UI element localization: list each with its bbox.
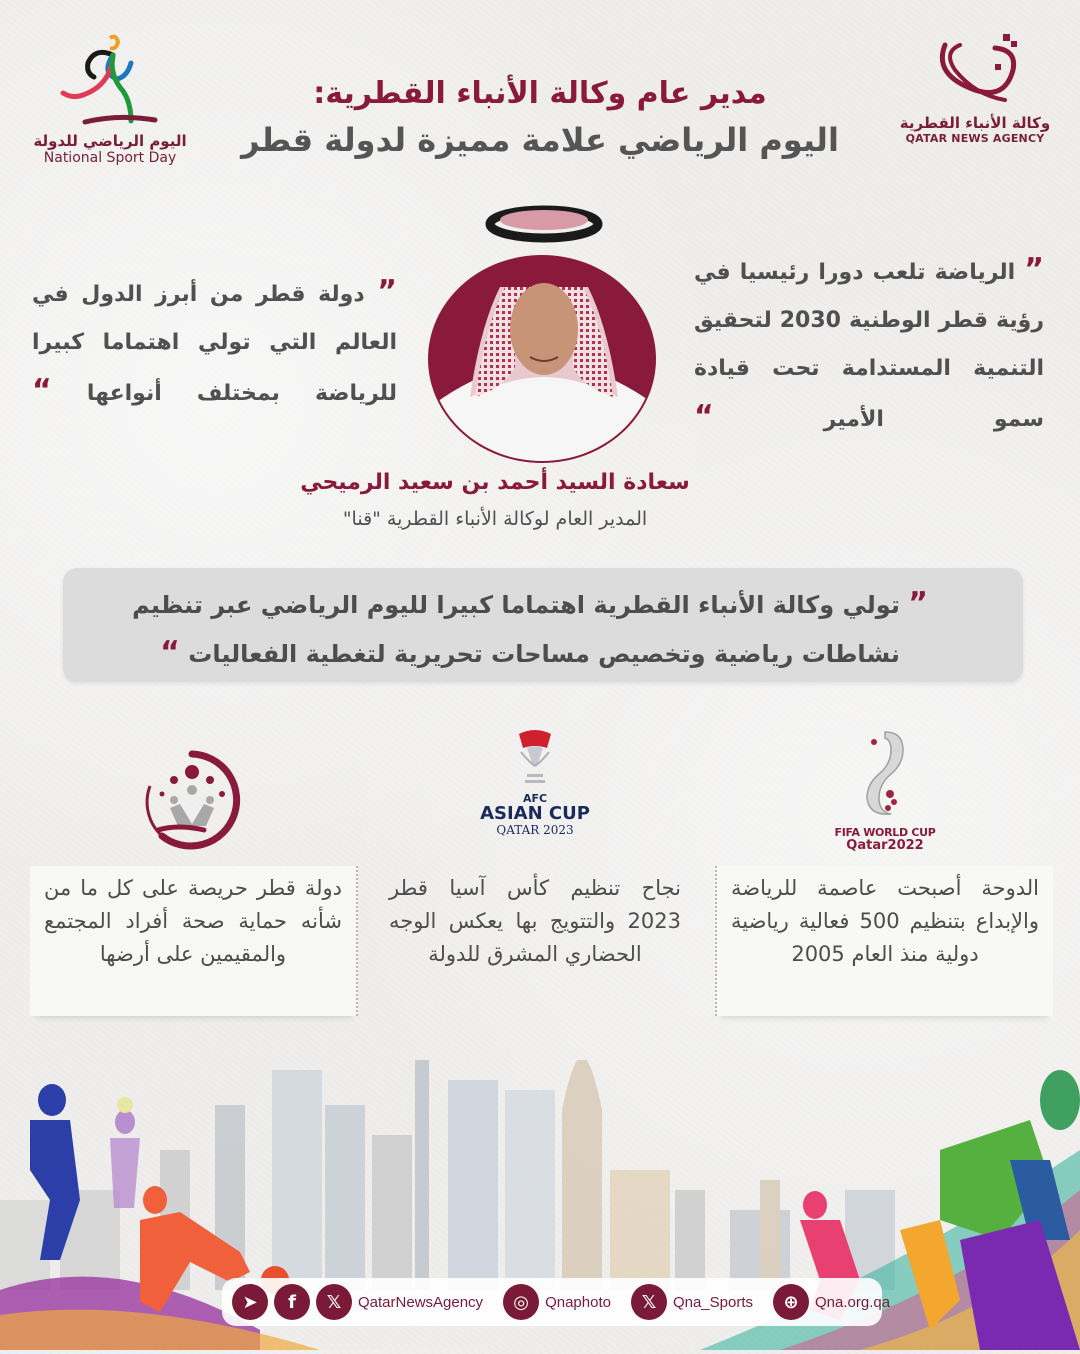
title-line-2: اليوم الرياضي علامة مميزة لدولة قطر: [241, 121, 839, 159]
quote-open-mark: ”: [908, 586, 928, 621]
fifa-emblem-icon: [860, 728, 910, 818]
quote-right-text: الرياضة تلعب دورا رئيسيا في رؤية قطر الوطنية 2030 لتحقيق التنمية المستدامة تحت قيادة سمو الأمير: [694, 260, 1045, 432]
center-quote: [80, 580, 980, 678]
fifa-label-line-1: FIFA WORLD CUP: [834, 826, 936, 839]
afc-label-line-1: AFC: [522, 792, 548, 805]
social-handle-qnaphoto[interactable]: Qnaphoto: [545, 1293, 611, 1311]
national-sport-day-arabic: اليوم الرياضي للدولة: [33, 132, 187, 150]
social-handle-qna-sports[interactable]: Qna_Sports: [672, 1293, 753, 1311]
person-role: المدير العام لوكالة الأنباء القطرية "قنا": [342, 508, 648, 530]
quote-right: [694, 246, 1044, 444]
x-icon[interactable]: 𝕏: [631, 1284, 667, 1320]
afc-label-line-3: QATAR 2023: [496, 823, 574, 837]
page-title: [240, 72, 840, 164]
quote-left: [32, 268, 397, 418]
quote-close-mark: “: [32, 373, 52, 408]
community-care-icon: [140, 748, 245, 853]
x-icon[interactable]: 𝕏: [316, 1284, 352, 1320]
event-card-afc: نجاح تنظيم كأس آسيا قطر 2023 والتتويج بها يعكس الوجه الحضاري المشرق للدولة: [389, 876, 681, 966]
asian-cup-trophy-icon: [515, 728, 555, 788]
social-handle-qatarnewsagency[interactable]: QatarNewsAgency: [358, 1293, 484, 1311]
instagram-icon[interactable]: ◎: [503, 1284, 539, 1320]
quote-close-mark: “: [694, 399, 714, 434]
agal-icon: [478, 190, 610, 250]
website-link[interactable]: Qna.org.qa: [815, 1293, 891, 1311]
runner-icon: [55, 30, 165, 130]
agal-headband: [478, 190, 610, 340]
quote-left-text: دولة قطر من أبرز الدول في العالم التي تولي اهتماما كبيرا للرياضة بمختلف أنواعها: [32, 282, 397, 406]
telegram-icon[interactable]: ➤: [232, 1284, 268, 1320]
globe-icon[interactable]: ⊕: [773, 1284, 809, 1320]
center-quote-text: تولي وكالة الأنباء القطرية اهتماما كبيرا لليوم الرياضي عبر تنظيم نشاطات رياضية وتخصيص مساحات تحريرية لتغطية الفعاليات: [132, 591, 900, 668]
qna-emblem-icon: [925, 30, 1025, 110]
fifa-label-line-2: Qatar2022: [846, 838, 924, 853]
qna-english-label: QATAR NEWS AGENCY: [905, 132, 1045, 145]
national-sport-day-english: National Sport Day: [43, 150, 177, 166]
community-health-icon: [140, 748, 245, 853]
social-bar: [222, 1278, 891, 1326]
facebook-icon[interactable]: f: [274, 1284, 310, 1320]
national-sport-day-logo: [30, 30, 190, 180]
title-line-1: مدير عام وكالة الأنباء القطرية:: [313, 76, 767, 111]
quote-open-mark: ”: [1024, 252, 1044, 287]
afc-asian-cup-icon: [470, 728, 600, 848]
event-card-health: دولة قطر حريصة على كل ما من شأنه حماية صحة أفراد المجتمع والمقيمين على أرضها: [30, 866, 358, 1016]
qna-arabic-label: وكالة الأنباء القطرية: [899, 114, 1051, 132]
quote-close-mark: “: [160, 635, 180, 670]
person-name: سعادة السيد أحمد بن سعيد الرميحي: [300, 470, 690, 495]
quote-open-mark: ”: [377, 274, 397, 309]
qatar-news-agency-logo: [895, 30, 1055, 170]
event-card-fifa: الدوحة أصبحت عاصمة للرياضة والإبداع بتنظيم 500 فعالية رياضية دولية منذ العام 2005: [715, 866, 1053, 1016]
fifa-world-cup-icon: [830, 728, 940, 853]
afc-label-line-2: ASIAN CUP: [480, 803, 590, 824]
